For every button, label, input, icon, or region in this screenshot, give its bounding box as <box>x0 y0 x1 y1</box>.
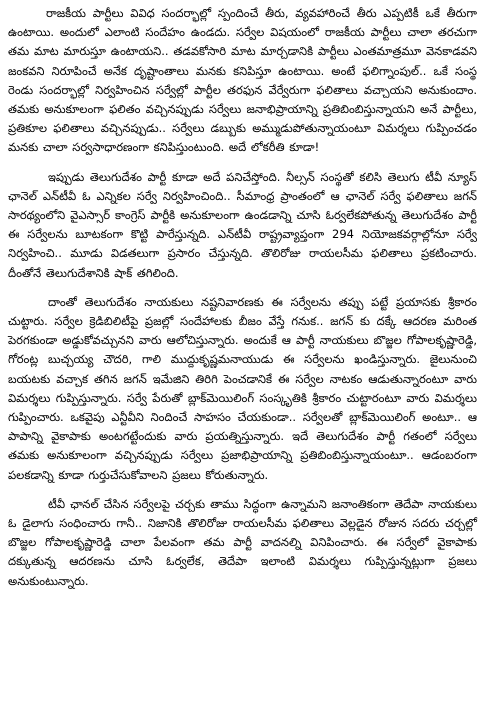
article-paragraph-2: ఇప్పుడు తెలుగుదేశం పార్టీ కూడా అదే పనిచేస్తోంది. నీల్సన్ సంస్థతో కలిసి తెలుగు టీవీ న్యూస్ ఛానెల్ ఎన్‌టీవీ ఓ ఎన్నికల సర్వే నిర్వహించింది.. సీమాంధ్ర ప్రాంతంలో ఆ ఛానెల్ సర్వే ఫలితాలు జగన్ సారథ్యంలోని వైఎస్సార్ కాంగ్రెస్ పార్టీకి అనుకూలంగా ఉండడాన్ని చూసి ఓర్వలేకపోతున్న తెలుగుదేశం పార్టీ ఈ సర్వేలను బూటకంగా కొట్టి పారేస్తున్నది. ఎన్‌టీవీ రాష్ట్రవ్యాప్తంగా 294 నియోజకవర్గాల్లోనూ సర్వే నిర్వహించి.. మూడు విడతలుగా ప్రసారం చేస్తున్నది. తొలిరోజు రాయలసీమ ఫలితాలు ప్రకటించారు. దీంతోనే తెలుగుదేశానికి షాక్ తగిలింది. <box>8 169 477 280</box>
article-paragraph-1: రాజకీయ పార్టీలు వివిధ సందర్భాల్లో స్పందించే తీరు, వ్యవహారించే తీరు ఎప్పటికీ ఒకే తీరుగా ఉంటాయి. అందులో ఎలాంటి సందేహం ఉండదు. సర్వేల విషయంలో రాజకీయ పార్టీలు చాలా తరచుగా తమ మాట మారుస్తూ ఉంటాయని.. తడవకోసారి మాట మార్చడానికి పార్టీలు ఎంతమాత్రమూ వెనకాడవని జంకవని నిరూపించే అనేక దృష్టాంతాలు మనకు కనిపిస్తూ ఉంటాయి. అంటే ఫలిగ్నాంపుల్.. ఒకే సంస్థ రెండు సందర్భాల్లో నిర్వహించిన సర్వేల్లో పార్టీల తరఫున వేర్వేరుగా ఫలితాలు వచ్చాయని అనుకుందాం. తమకు అనుకూలంగా ఫలితం వచ్చినప్పుడు సర్వేలు జనాభిప్రాయాన్ని ప్రతిబింబిస్తున్నాయని అనే పార్టీలు, ప్రతికూల ఫలితాలు వచ్చినప్పుడు.. సర్వేలు డబ్బుకు అమ్ముడుపోతున్నాయంటూ విమర్శలు గుప్పించడం మనకు చాలా సర్వసాధారణంగా కనిపిస్తుంటుంది. అదే లోకరీతి కూడా! <box>8 6 477 155</box>
article-paragraph-3: దాంతో తెలుగుదేశం నాయకులు నష్టనివారణకు ఈ సర్వేలను తప్పు పట్టే ప్రయాసకు శ్రీకారం చుట్టారు. సర్వేల క్రెడిబిలిటీపై ప్రజల్లో సందేహాలకు బీజం వేస్తే గనుక.. జగన్ కు దక్కే ఆదరణ మరింత పెరగకుండా అడ్డుకోవచ్చునని వారు ఆలోచిస్తున్నారు. అందుకే ఆ పార్టీ నాయకులు బొజ్జల గోపాలకృష్ణారెడ్డి, గోరంట్ల బుచ్చయ్య చౌదరి, గాలి ముద్దుకృష్ణమనాయుడు ఈ సర్వేలను ఖండిస్తున్నారు. జైలునుంచి బయటకు వచ్చాక తగిన జగన్ ఇమేజిని తిరిగి పెంచడానికే ఈ సర్వేల నాటకం ఆడుతున్నారంటూ వారు విమర్శలు గుప్పిస్తున్నారు. సర్వే పేరుతో బ్లాక్‌మెయిలింగ్ సంస్కృతికి శ్రీకారం చుట్టారంటూ వారు విమర్శలు గుప్పించారు. ఒకవైపు ఎన్టీవీని నిందించే సాహసం చేయకుండా.. సర్వేలతో బ్లాక్‌మెయిలింగ్ అంటూ.. ఆ పాపాన్ని వైకాపాకు అంటగట్టేందుకు వారు ప్రయత్నిస్తున్నారు. ఇదే తెలుగుదేశం పార్టీ గతంలో సర్వేలు తమకు అనుకూలంగా వచ్చినప్పుడు సర్వేలు ప్రజాభిప్రాయాన్ని ప్రతిబింబిస్తున్నాయంటూ.. ఆడంబరంగా పలకడాన్ని కూడా గుర్తుచేసుకోవాలని ప్రజలు కోరుతున్నారు. <box>8 294 477 482</box>
article-paragraph-4: టీవీ ఛానల్ చేసిన సర్వేలపై చర్చకు తాము సిద్ధంగా ఉన్నామని జనాంతికంగా తెదేపా నాయకులు ఓ డైలాగు సంధించారు గానీ.. నిజానికి తొలిరోజు రాయలసీమ ఫలితాలు వెల్లడైన రోజున సదరు చర్చల్లో బొజ్జల గోపాలకృష్ణారెడ్డి చాలా పేలవంగా తమ పార్టీ వాదనల్ని వినిపించారు. ఈ సర్వేలో వైకాపాకు దక్కుతున్న ఆదరణను చూసి ఓర్వలేక, తెదేపా ఇలాంటి విమర్శలు గుప్పిస్తున్నట్లుగా ప్రజలు అనుకుంటున్నారు. <box>8 496 477 588</box>
